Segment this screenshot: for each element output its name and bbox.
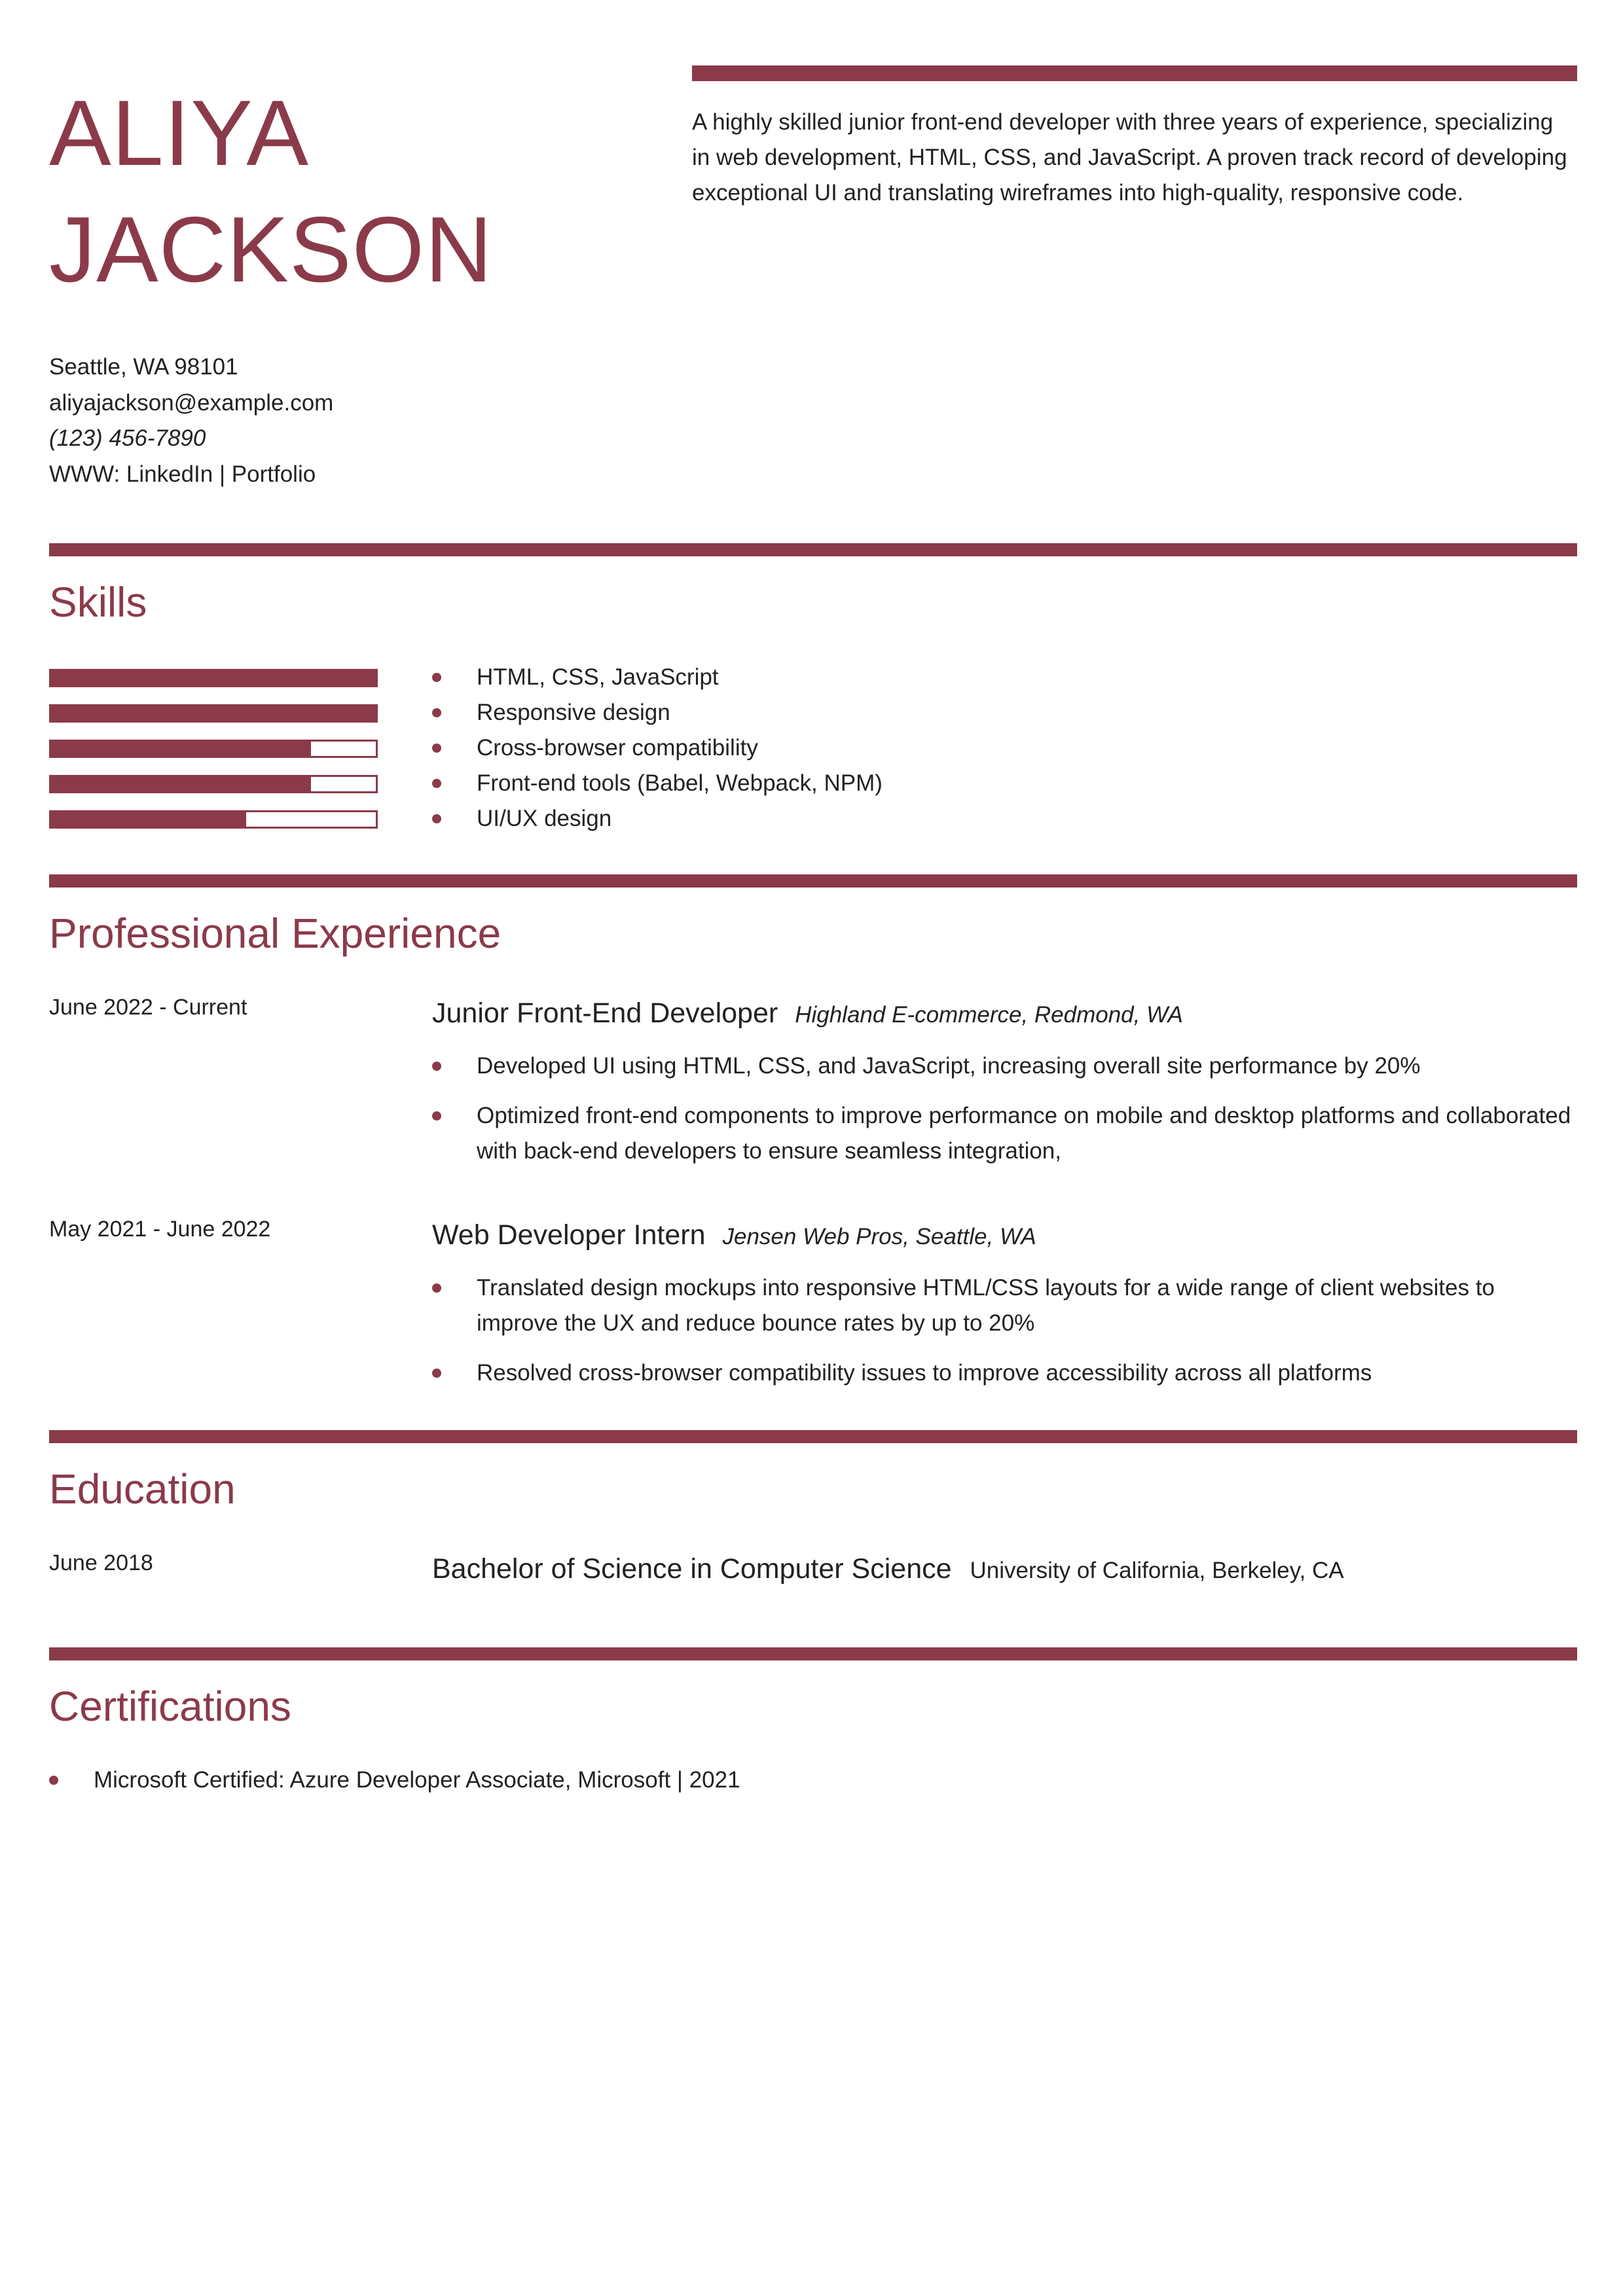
skills-divider	[49, 543, 1577, 556]
skill-label: UI/UX design	[477, 806, 612, 831]
job-bullet-text: Resolved cross-browser compatibility issues to improve accessibility across all platforms	[477, 1360, 1372, 1386]
job-heading	[432, 1215, 1036, 1257]
skill-bar-fill	[51, 812, 246, 827]
skill-bar	[49, 669, 378, 687]
link-separator: |	[213, 461, 232, 487]
education-title: Education	[49, 1465, 236, 1513]
phone[interactable]: (123) 456-7890	[49, 425, 206, 451]
bullet-icon	[432, 814, 441, 823]
job-role: Web Developer Intern	[432, 1219, 706, 1251]
job-role: Junior Front-End Developer	[432, 997, 778, 1029]
skill-bar-fill	[51, 706, 376, 721]
bullet-icon	[432, 1062, 441, 1071]
skill-label: HTML, CSS, JavaScript	[477, 664, 719, 690]
job-bullet-text: Translated design mockups into responsive HTML/CSS layouts for a wide range of client websites to improve the UX and reduce bounce rates by up to 20%	[477, 1275, 1495, 1336]
portfolio-link[interactable]: Portfolio	[231, 461, 316, 487]
bullet-icon	[432, 744, 441, 753]
skill-bar	[49, 775, 378, 793]
list-item	[49, 1763, 1555, 1798]
linkedin-link[interactable]: LinkedIn	[126, 461, 213, 487]
job-bullet-text: Developed UI using HTML, CSS, and JavaScript, increasing overall site performance by 20%	[477, 1053, 1421, 1079]
job-bullet-text: Optimized front-end components to improve performance on mobile and desktop platforms and collaborated with back-end developers to ensure seamless integration,	[477, 1103, 1571, 1164]
skill-bar	[49, 704, 378, 723]
list-item	[432, 801, 1545, 836]
list-item	[432, 695, 1545, 730]
experience-title: Professional Experience	[49, 910, 501, 957]
job-bullets	[432, 1049, 1571, 1183]
certifications-divider	[49, 1647, 1577, 1660]
job-heading	[432, 994, 1183, 1035]
contact-info	[49, 350, 638, 492]
skills-title: Skills	[49, 579, 147, 626]
job-company: Highland E-commerce, Redmond, WA	[795, 1002, 1183, 1028]
last-name: JACKSON	[49, 198, 493, 302]
skill-label: Front-end tools (Babel, Webpack, NPM)	[477, 770, 883, 796]
degree: Bachelor of Science in Computer Science	[432, 1553, 952, 1585]
job-dates: June 2022 - Current	[49, 995, 247, 1020]
certifications-list	[49, 1763, 1555, 1798]
list-item	[432, 1270, 1571, 1341]
list-item	[432, 660, 1545, 695]
bullet-icon	[432, 1369, 441, 1378]
job-dates: May 2021 - June 2022	[49, 1217, 271, 1242]
skills-list	[432, 660, 1545, 836]
list-item	[432, 1355, 1571, 1391]
education-divider	[49, 1430, 1577, 1443]
bullet-icon	[432, 1111, 441, 1121]
skill-bar-fill	[51, 742, 311, 756]
professional-summary: A highly skilled junior front-end developer with three years of experience, specializing in web development, HTML, CSS, and JavaScript. A proven track record of developing exceptional UI and translating wireframes into high-quality, responsive code.	[692, 109, 1567, 206]
skill-level-bars	[49, 669, 378, 846]
skill-bar	[49, 810, 378, 829]
location: Seattle, WA 98101	[49, 354, 238, 380]
header-accent-bar	[692, 65, 1577, 81]
list-item	[432, 1049, 1571, 1084]
bullet-icon	[432, 779, 441, 788]
list-item	[432, 766, 1545, 801]
bullet-icon	[432, 1283, 441, 1293]
skill-bar-fill	[51, 671, 376, 685]
job-bullets	[432, 1270, 1571, 1405]
bullet-icon	[432, 673, 441, 682]
skill-label: Responsive design	[477, 700, 670, 725]
job-company: Jensen Web Pros, Seattle, WA	[722, 1224, 1036, 1249]
education-date: June 2018	[49, 1551, 153, 1575]
certifications-title: Certifications	[49, 1683, 291, 1730]
list-item	[432, 730, 1545, 766]
skill-bar	[49, 740, 378, 758]
bullet-icon	[49, 1776, 58, 1785]
experience-divider	[49, 874, 1577, 888]
school: University of California, Berkeley, CA	[970, 1558, 1344, 1583]
certification-text: Microsoft Certified: Azure Developer Associate, Microsoft | 2021	[94, 1767, 740, 1793]
www-prefix: WWW:	[49, 461, 126, 487]
email[interactable]: aliyajackson@example.com	[49, 389, 334, 416]
list-item	[432, 1098, 1571, 1169]
skill-label: Cross-browser compatibility	[477, 735, 758, 761]
web-links	[49, 457, 638, 493]
skill-bar-fill	[51, 777, 311, 791]
education-heading	[432, 1549, 1344, 1590]
first-name: ALIYA	[49, 81, 310, 185]
bullet-icon	[432, 708, 441, 717]
candidate-name	[49, 75, 671, 308]
